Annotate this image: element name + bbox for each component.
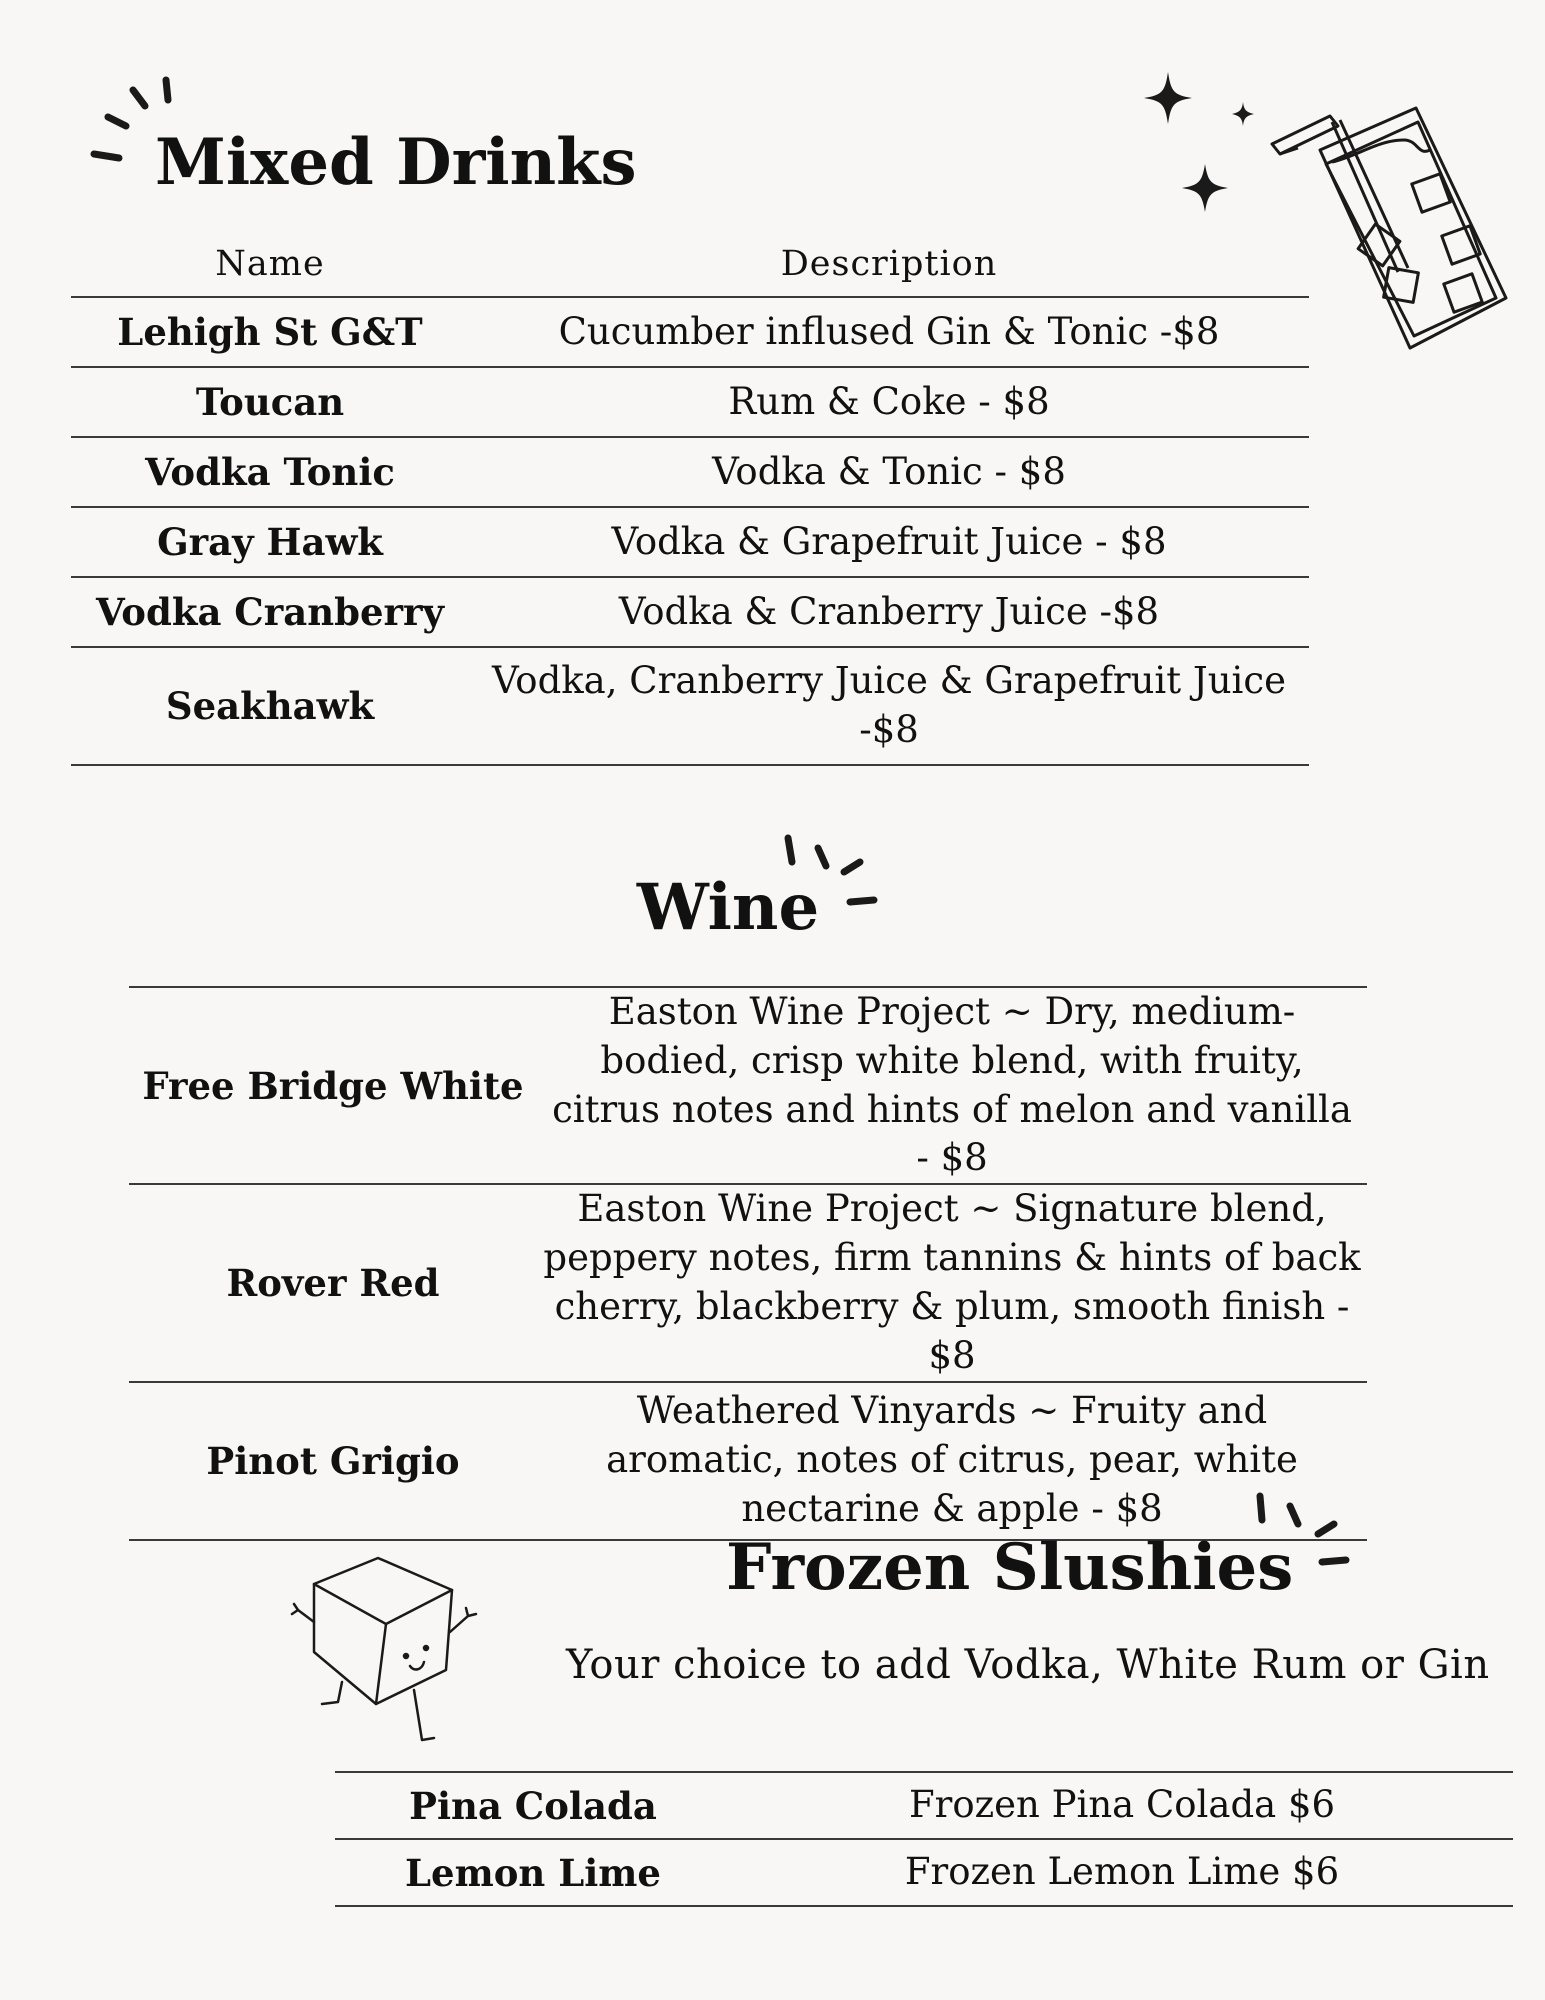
slushie-description: Frozen Pina Colada $6 [731, 1772, 1513, 1839]
frozen-slushies-subtitle: Your choice to add Vodka, White Rum or Gin [566, 1642, 1490, 1688]
table-row [71, 577, 1309, 647]
drink-description: Vodka & Cranberry Juice -$8 [469, 577, 1309, 647]
wine-table [129, 986, 1367, 1541]
drink-name: Toucan [71, 367, 469, 437]
mixed-drinks-title: Mixed Drinks [155, 125, 637, 200]
wine-name: Pinot Grigio [129, 1382, 537, 1540]
drink-name: Seakhawk [71, 647, 469, 765]
sparkle-burst-icon [778, 832, 878, 912]
wine-title: Wine [636, 870, 820, 945]
table-row [71, 437, 1309, 507]
drink-description: Cucumber inflused Gin & Tonic -$8 [469, 297, 1309, 367]
table-row [129, 987, 1367, 1184]
drink-name: Lehigh St G&T [71, 297, 469, 367]
wine-name: Rover Red [129, 1184, 537, 1381]
drink-description: Rum & Coke - $8 [469, 367, 1309, 437]
frozen-slushies-table [335, 1771, 1513, 1907]
drink-description: Vodka, Cranberry Juice & Grapefruit Juice -$8 [469, 647, 1309, 765]
table-row [71, 297, 1309, 367]
drink-description: Vodka & Grapefruit Juice - $8 [469, 507, 1309, 577]
ice-cube-character-icon [290, 1552, 490, 1752]
table-row [129, 1184, 1367, 1381]
slushie-name: Pina Colada [335, 1772, 731, 1839]
slushie-description: Frozen Lemon Lime $6 [731, 1839, 1513, 1906]
wine-description: Easton Wine Project ~ Signature blend, peppery notes, firm tannins & hints of back cherry, blackberry & plum, smooth finish - $8 [537, 1184, 1367, 1381]
drink-name: Vodka Cranberry [71, 577, 469, 647]
drink-description: Vodka & Tonic - $8 [469, 437, 1309, 507]
column-header-description: Description [780, 244, 998, 284]
drink-name: Vodka Tonic [71, 437, 469, 507]
wine-description: Easton Wine Project ~ Dry, medium-bodied, crisp white blend, with fruity, citrus notes and hints of melon and vanilla - $8 [537, 987, 1367, 1184]
wine-description: Weathered Vinyards ~ Fruity and aromatic, notes of citrus, pear, white nectarine & apple - $8 [537, 1382, 1367, 1540]
table-row [71, 367, 1309, 437]
mixed-drinks-table [71, 232, 1309, 766]
table-row [335, 1772, 1513, 1839]
drink-name: Gray Hawk [71, 507, 469, 577]
table-row [129, 1382, 1367, 1540]
table-row [71, 647, 1309, 765]
table-row [335, 1839, 1513, 1906]
frozen-slushies-title: Frozen Slushies [726, 1530, 1294, 1605]
table-row [71, 507, 1309, 577]
wine-name: Free Bridge White [129, 987, 537, 1184]
slushie-name: Lemon Lime [335, 1839, 731, 1906]
column-header-name: Name [215, 244, 325, 284]
sparkle-star-icon [1142, 68, 1262, 228]
